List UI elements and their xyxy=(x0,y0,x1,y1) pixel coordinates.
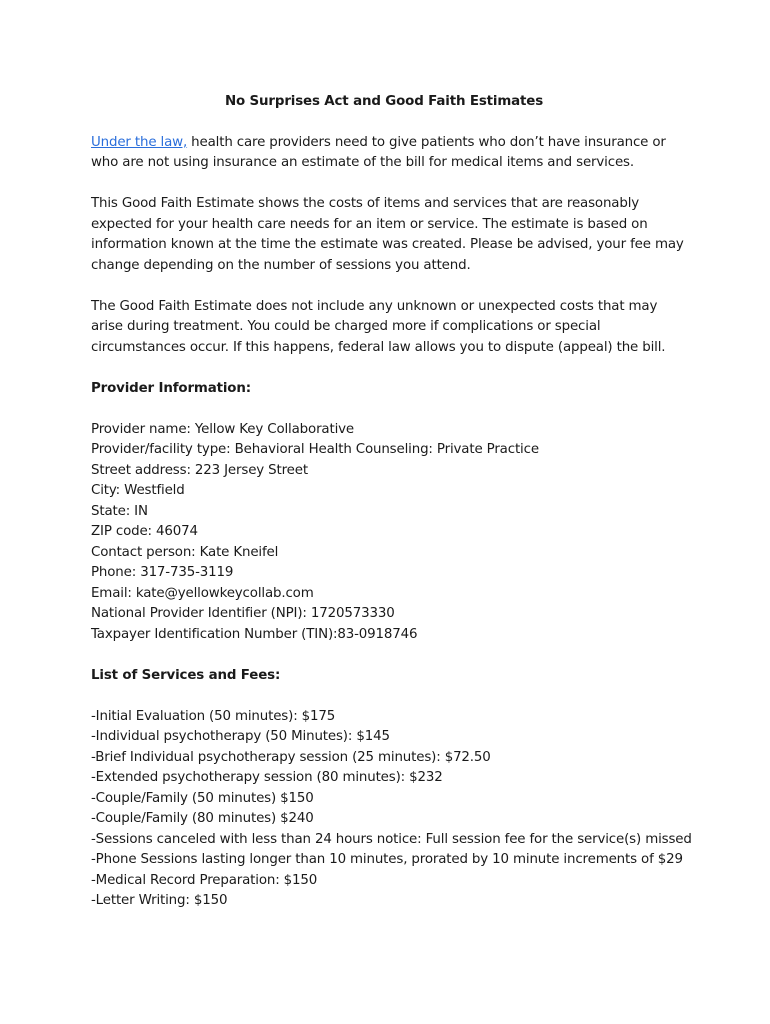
service-item: -Sessions canceled with less than 24 hours notice: Full session fee for the service(s) missed xyxy=(91,831,692,847)
provider-information-heading: Provider Information: xyxy=(91,380,251,396)
intro-line-2: who are not using insurance an estimate of the bill for medical items and services. xyxy=(91,155,634,170)
estimate-description-paragraph xyxy=(91,194,691,276)
paragraph-line: This Good Faith Estimate shows the costs of items and services that are reasonably xyxy=(91,196,640,211)
email: Email: kate@yellowkeycollab.com xyxy=(91,585,314,601)
paragraph-line: The Good Faith Estimate does not include any unknown or unexpected costs that may xyxy=(91,298,658,314)
paragraph-line: change depending on the number of sessions you attend. xyxy=(91,257,471,273)
unexpected-costs-paragraph xyxy=(91,297,691,359)
service-item: -Extended psychotherapy session (80 minutes): $232 xyxy=(91,770,443,785)
street-address: Street address: 223 Jersey Street xyxy=(91,462,308,478)
state: State: IN xyxy=(91,503,148,519)
paragraph-line: information known at the time the estimate was created. Please be advised, your fee may xyxy=(91,237,684,252)
npi: National Provider Identifier (NPI): 1720573330 xyxy=(91,606,395,621)
service-item: -Brief Individual psychotherapy session (25 minutes): $72.50 xyxy=(91,749,491,765)
document-title: No Surprises Act and Good Faith Estimates xyxy=(224,94,544,109)
service-item: -Medical Record Preparation: $150 xyxy=(91,872,318,888)
services-fees-heading: List of Services and Fees: xyxy=(91,667,281,683)
service-item: -Couple/Family (50 minutes) $150 xyxy=(91,790,314,806)
intro-line-1-text: health care providers need to give patients who don’t have insurance or xyxy=(187,134,666,150)
service-item: -Individual psychotherapy (50 Minutes): $145 xyxy=(91,729,390,744)
tin: Taxpayer Identification Number (TIN):83-0918746 xyxy=(91,626,418,642)
document-body xyxy=(91,92,691,932)
intro-line-1 xyxy=(91,133,691,154)
provider-name: Provider name: Yellow Key Collaborative xyxy=(91,421,355,437)
service-item: -Initial Evaluation (50 minutes): $175 xyxy=(91,708,336,724)
service-item: -Phone Sessions lasting longer than 10 minutes, prorated by 10 minute increments of $29 xyxy=(91,852,683,867)
contact-person: Contact person: Kate Kneifel xyxy=(91,544,279,560)
phone: Phone: 317-735-3119 xyxy=(91,565,234,580)
city: City: Westfield xyxy=(91,483,185,498)
services-fees-list xyxy=(91,707,691,912)
under-the-law-link[interactable]: Under the law, xyxy=(91,134,188,150)
paragraph-line: circumstances occur. If this happens, federal law allows you to dispute (appeal) the bill. xyxy=(91,339,666,355)
service-item: -Couple/Family (80 minutes) $240 xyxy=(91,811,314,826)
paragraph-line: expected for your health care needs for an item or service. The estimate is based on xyxy=(91,216,648,232)
intro-paragraph xyxy=(91,133,691,174)
service-item: -Letter Writing: $150 xyxy=(91,893,228,908)
provider-facility-type: Provider/facility type: Behavioral Health Counseling: Private Practice xyxy=(91,442,539,457)
paragraph-line: arise during treatment. You could be charged more if complications or special xyxy=(91,319,601,334)
provider-information-list xyxy=(91,420,691,646)
zip-code: ZIP code: 46074 xyxy=(91,524,198,539)
